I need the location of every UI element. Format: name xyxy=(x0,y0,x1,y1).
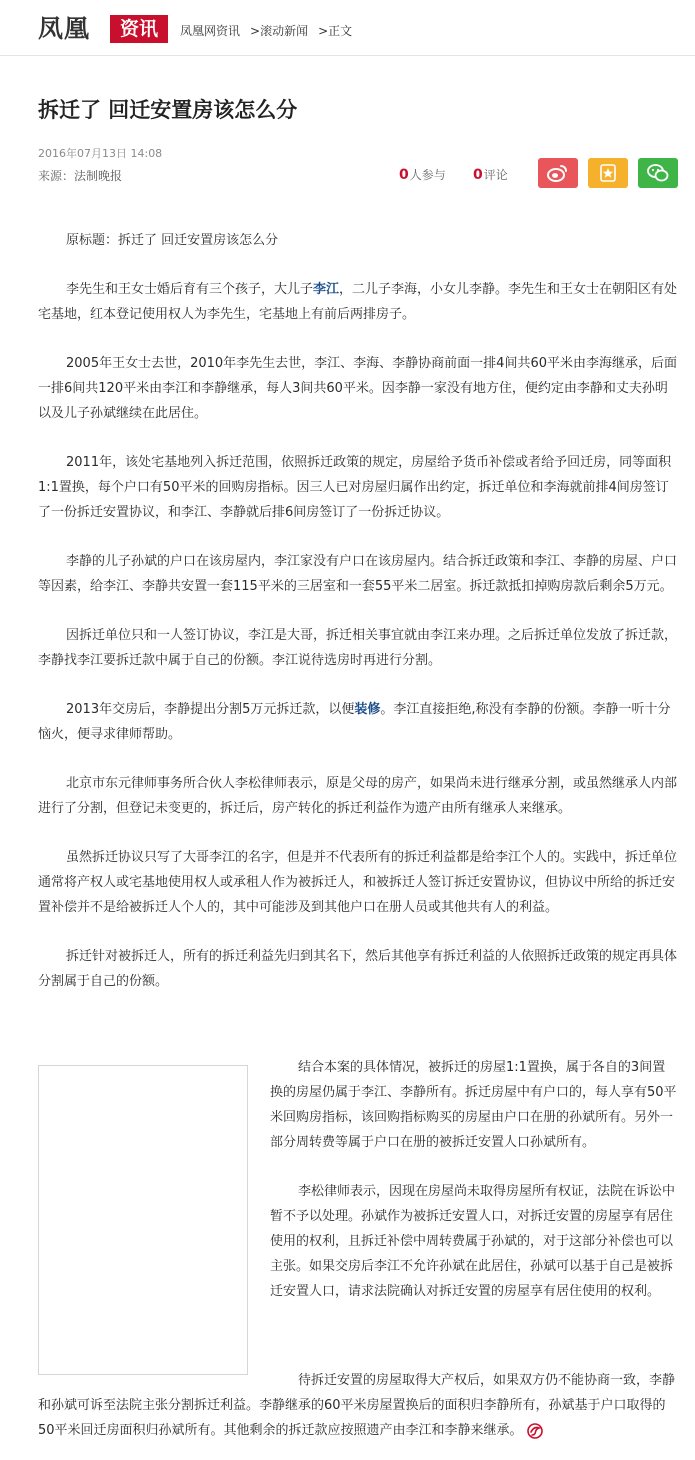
paragraph-agreement xyxy=(38,623,678,673)
paragraph-dispute xyxy=(38,697,678,747)
article-title: 拆迁了 回迁安置房该怎么分 xyxy=(38,98,298,122)
logo-news-channel[interactable]: 资讯 xyxy=(110,15,168,43)
breadcrumb-home[interactable]: 凤凰网资讯 xyxy=(180,24,241,38)
breadcrumb xyxy=(180,22,362,40)
keyword-link-lijiang[interactable]: 李江 xyxy=(313,282,340,297)
paragraph-text: 北京市东元律师事务所合伙人李松律师表示，原是父母的房产，如果尚未进行继承分割，或虽然继承人内部进行了分割，但登记未变更的，拆迁后，房产转化的拆迁利益作为遗产由所有继承人来继承。 xyxy=(38,776,678,816)
article-source xyxy=(38,168,122,184)
article-body xyxy=(38,228,678,1018)
paragraph-text: 待拆迁安置的房屋取得大产权后，如果双方仍不能协商一致，李静和孙斌可诉至法院主张分割拆迁利益。李静继承的60平米房屋置换后的面积归李静所有，孙斌基于户口取得的50平米回迁房面积归孙斌所有。其他剩余的拆迁款应按照遗产由李江和李静来继承。 xyxy=(38,1373,676,1438)
article-body-final xyxy=(38,1368,678,1443)
paragraph-text: 虽然拆迁协议只写了大哥李江的名字，但是并不代表所有的拆迁利益都是给李江个人的。实践中，拆迁单位通常将产权人或宅基地使用权人或承租人作为被拆迁人，和被拆迁人签订拆迁安置协议，但协议中所给的拆迁安置补偿并不是给被拆迁人个人的，其中可能涉及到其他户口在册人员或其他共有人的利益。 xyxy=(38,850,678,915)
logo-ifeng[interactable]: 凤凰 xyxy=(38,14,91,43)
source-name[interactable]: 法制晚报 xyxy=(74,169,123,183)
paragraph-text: 原标题：拆迁了 回迁安置房该怎么分 xyxy=(66,233,279,248)
comments-label: 评论 xyxy=(483,168,508,182)
favorite-button[interactable] xyxy=(588,158,628,188)
keyword-link-renovation[interactable]: 装修 xyxy=(354,702,381,717)
paragraph-text: 2005年王女士去世，2010年李先生去世，李江、李海、李静协商前面一排4间共60平米由李海继承，后面一排6间共120平米由李江和李静继承，每人3间共60平米。因李静一家没有地方住，便约定由李静和丈夫孙明以及儿子孙斌继续在此居住。 xyxy=(38,356,677,421)
paragraph-case-analysis: 结合本案的具体情况，被拆迁的房屋1:1置换，属于各自的3间置换的房屋仍属于李江、李静所有。拆迁房屋中有户口的，每人享有50平米回购房指标，该回购指标购买的房屋由户口在册的孙斌所有。另外一部分周转费等属于户口在册的被拆迁安置人口孙斌所有。 xyxy=(270,1060,677,1150)
paragraph-original-title xyxy=(38,228,678,253)
paragraph-court-handling: 李松律师表示，因现在房屋尚未取得房屋所有权证，法院在诉讼中暂不予以处理。孙斌作为被拆迁安置人口，对拆迁安置的房屋享有居住使用的权利，且拆迁补偿中周转费属于孙斌的，对于这部分补偿也可以主张。如果交房后李江不允许孙斌在此居住，孙斌可以基于自己是被拆迁安置人口，请求法院确认对拆迁安置的房屋享有居住使用的权利。 xyxy=(270,1184,676,1299)
paragraph-text: 2011年，该处宅基地列入拆迁范围，依照拆迁政策的规定，房屋给予货币补偿或者给予回迁房，同等面积1:1置换，每个户口有50平米的回购房指标。因三人已对房屋归属作出约定，拆迁单位和李海就前排4间房签订了一份拆迁安置协议，和李江、李静就后排6间房签订了一份拆迁协议。 xyxy=(38,455,672,520)
paragraph-conclusion xyxy=(38,1368,678,1443)
participants-count[interactable] xyxy=(399,166,446,184)
paragraph-inheritance xyxy=(38,351,678,426)
breadcrumb-rolling-news[interactable]: >滚动新闻 xyxy=(250,24,309,38)
publish-date: 2016年07月13日 14:08 xyxy=(38,147,163,160)
article-body-side xyxy=(270,1055,678,1328)
phoenix-icon xyxy=(527,1423,543,1439)
article-image-placeholder xyxy=(38,1065,248,1375)
paragraph-text: 。李江直接拒绝,称没有李静的份额。李静一听十分恼火，便寻求律师帮助。 xyxy=(38,702,671,742)
comments-count[interactable] xyxy=(473,166,508,184)
weibo-icon xyxy=(547,163,569,183)
share-wechat-button[interactable] xyxy=(638,158,678,188)
paragraph-text: 因拆迁单位只和一人签订协议，李江是大哥，拆迁相关事宜就由李江来办理。之后拆迁单位发放了拆迁款，李静找李江要拆迁款中属于自己的份额。李江说待选房时再进行分割。 xyxy=(38,628,678,668)
share-weibo-button[interactable] xyxy=(538,158,578,188)
paragraph-family xyxy=(38,277,678,327)
paragraph-practice xyxy=(38,845,678,920)
paragraph-text: 拆迁针对被拆迁人，所有的拆迁利益先归到其名下，然后其他享有拆迁利益的人依照拆迁政策的规定再具体分割属于自己的份额。 xyxy=(38,949,678,989)
breadcrumb-current: >正文 xyxy=(318,24,353,38)
paragraph-text: ，二儿子李海，小女儿李静。李先生和王女士在朝阳区有处宅基地，红本登记使用权人为李先生，宅基地上有前后两排房子。 xyxy=(38,282,678,322)
paragraph-principle xyxy=(38,944,678,994)
participants-label: 人参与 xyxy=(409,168,446,182)
paragraph-text: 李先生和王女士婚后育有三个孩子，大儿子 xyxy=(66,282,314,297)
top-bar xyxy=(0,0,695,56)
star-icon xyxy=(598,163,618,183)
paragraph-text: 2013年交房后，李静提出分割5万元拆迁款，以便 xyxy=(66,702,355,717)
paragraph-resettlement xyxy=(38,549,678,599)
comments-number: 0 xyxy=(473,167,483,183)
participants-number: 0 xyxy=(399,167,409,183)
paragraph-lawyer-opinion xyxy=(38,771,678,821)
source-label: 来源： xyxy=(38,169,75,183)
paragraph-text: 李静的儿子孙斌的户口在该房屋内，李江家没有户口在该房屋内。结合拆迁政策和李江、李静的房屋、户口等因素，给李江、李静共安置一套115平米的三居室和一套55平米二居室。拆迁款抵扣掉购房款后剩余5万元。 xyxy=(38,554,678,594)
wechat-icon xyxy=(647,163,669,183)
paragraph-demolition xyxy=(38,450,678,525)
